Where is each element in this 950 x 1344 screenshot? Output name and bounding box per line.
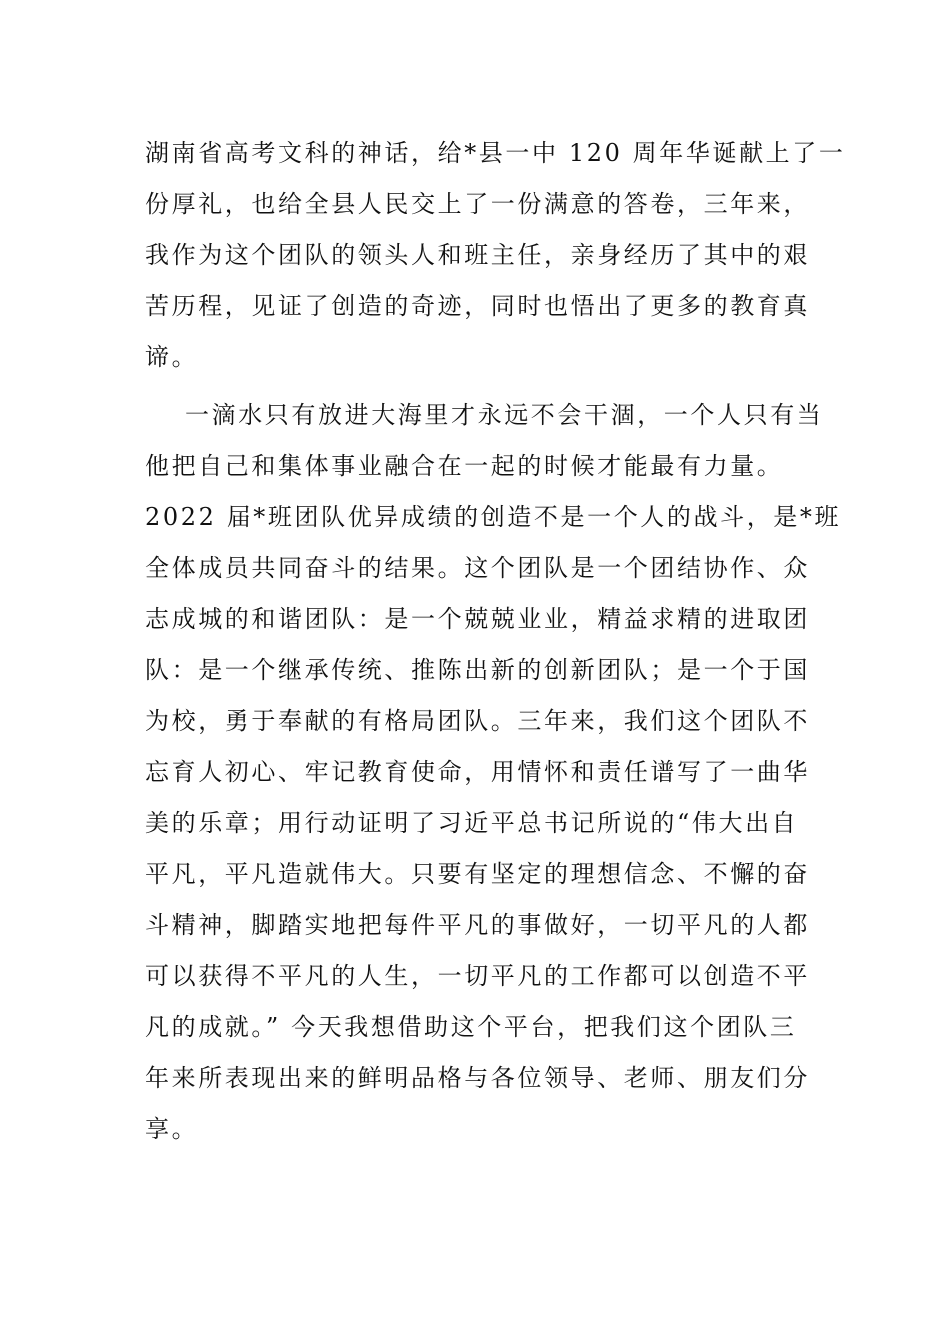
paragraph-2-line-6: 队：是一个继承传统、推陈出新的创新团队；是一个于国 xyxy=(145,656,810,684)
paragraph-2-line-1: 一滴水只有放进大海里才永远不会干涸，一个人只有当 xyxy=(185,401,824,429)
paragraph-2-line-10: 平凡，平凡造就伟大。只要有坚定的理想信念、不懈的奋 xyxy=(145,860,810,888)
paragraph-2-line-13: 凡的成就。” 今天我想借助这个平台，把我们这个团队三 xyxy=(145,1013,797,1041)
paragraph-1-line-1: 湖南省高考文科的神话，给*县一中 120 周年华诞献上了一 xyxy=(145,139,846,167)
paragraph-1-line-4: 苦历程，见证了创造的奇迹，同时也悟出了更多的教育真 xyxy=(145,292,810,320)
paragraph-2-line-5: 志成城的和谐团队：是一个兢兢业业，精益求精的进取团 xyxy=(145,605,810,633)
paragraph-1-line-5: 谛。 xyxy=(145,343,199,371)
paragraph-1-line-3: 我作为这个团队的领头人和班主任，亲身经历了其中的艰 xyxy=(145,241,810,269)
paragraph-2-line-7: 为校，勇于奉献的有格局团队。三年来，我们这个团队不 xyxy=(145,707,810,735)
paragraph-2-line-12: 可以获得不平凡的人生，一切平凡的工作都可以创造不平 xyxy=(145,962,810,990)
paragraph-2-line-8: 忘育人初心、牢记教育使命，用情怀和责任谱写了一曲华 xyxy=(145,758,810,786)
paragraph-2-line-15: 享。 xyxy=(145,1115,199,1143)
paragraph-2-line-14: 年来所表现出来的鲜明品格与各位领导、老师、朋友们分 xyxy=(145,1064,810,1092)
paragraph-2-line-11: 斗精神，脚踏实地把每件平凡的事做好，一切平凡的人都 xyxy=(145,911,810,939)
paragraph-2-line-2: 他把自己和集体事业融合在一起的时候才能最有力量。 xyxy=(145,452,784,480)
paragraph-2-line-9: 美的乐章；用行动证明了习近平总书记所说的“伟大出自 xyxy=(145,809,799,837)
paragraph-1-line-2: 份厚礼，也给全县人民交上了一份满意的答卷，三年来， xyxy=(145,190,810,218)
paragraph-2-line-4: 全体成员共同奋斗的结果。这个团队是一个团结协作、众 xyxy=(145,554,810,582)
paragraph-2-line-3: 2022 届*班团队优异成绩的创造不是一个人的战斗，是*班 xyxy=(145,503,842,531)
